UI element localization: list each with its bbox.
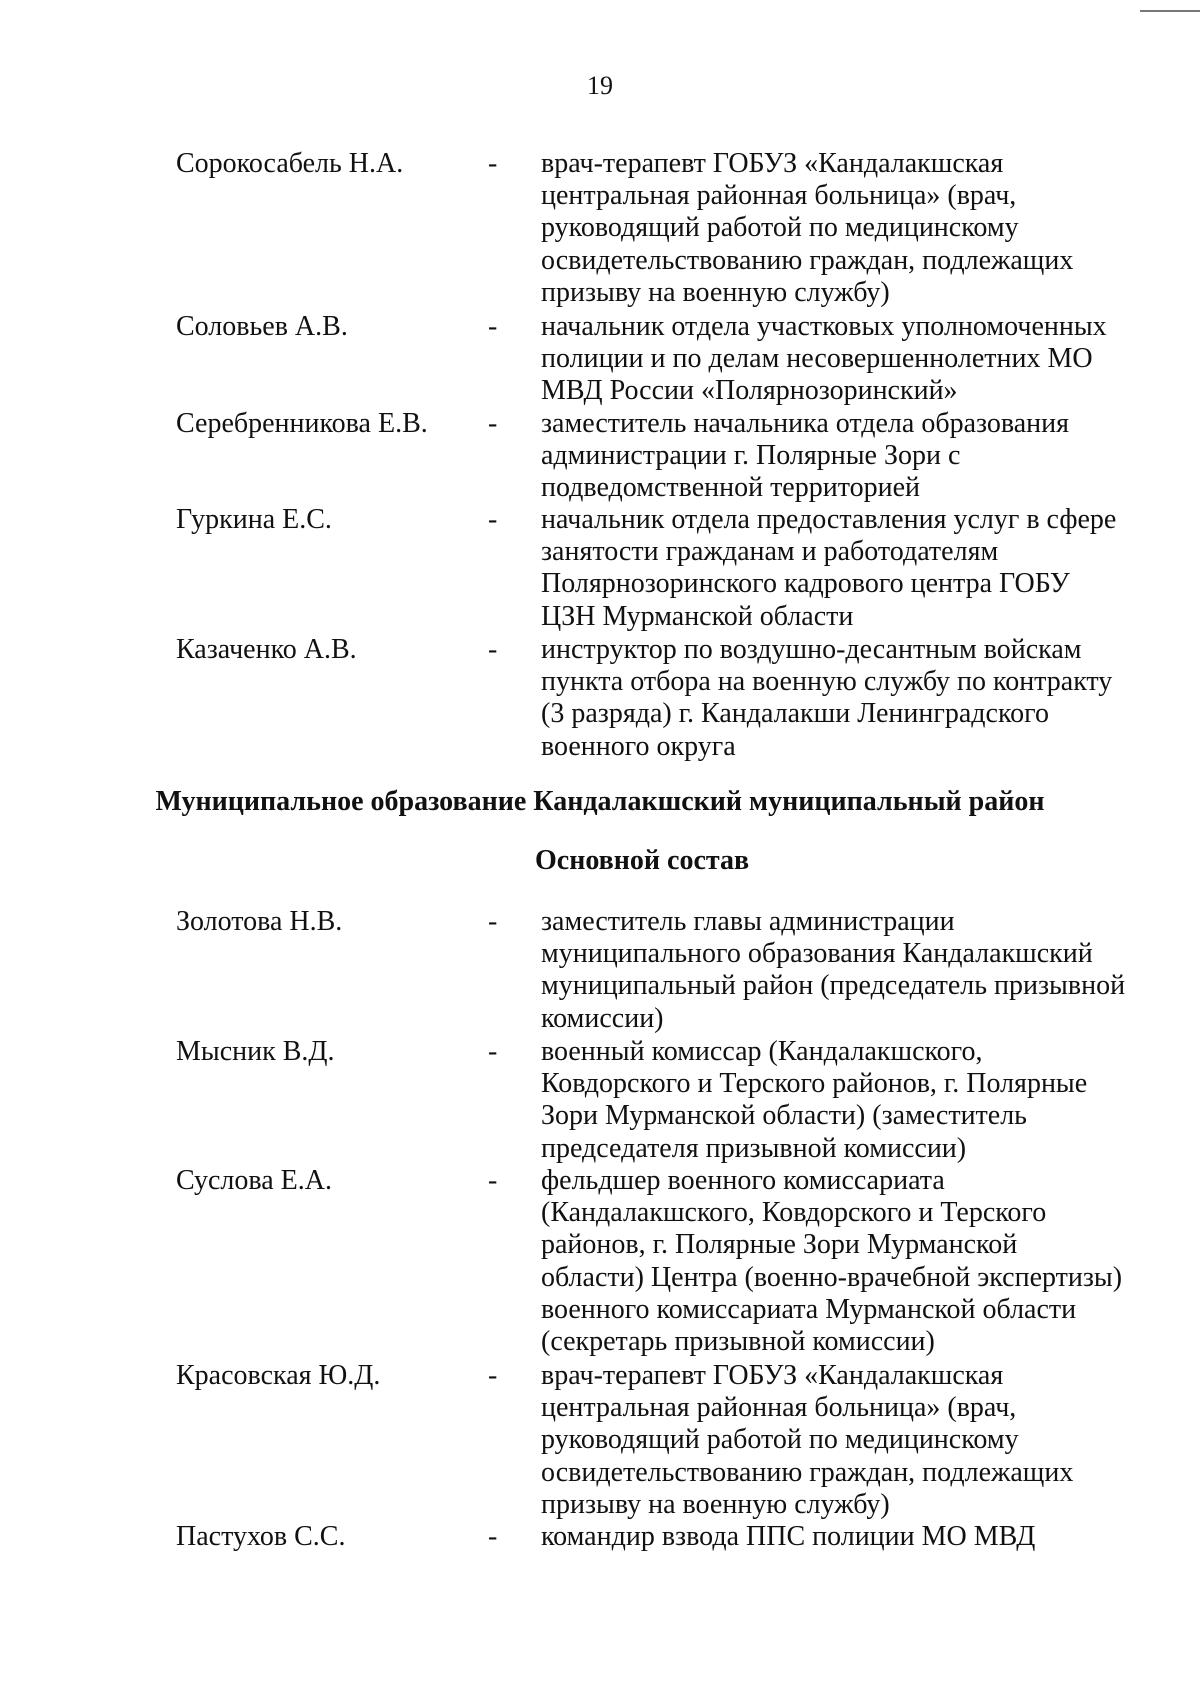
member-name: Гуркина Е.С. bbox=[176, 504, 332, 535]
dash-separator: - bbox=[488, 148, 498, 179]
member-name: Серебренникова Е.В. bbox=[176, 408, 428, 439]
section-title: Муниципальное образование Кандалакшский муниципальный район bbox=[155, 786, 1045, 817]
subsection-title: Основной состав bbox=[535, 845, 750, 876]
page-number: 19 bbox=[587, 71, 613, 100]
dash-separator: - bbox=[488, 634, 498, 665]
member-name: Золотова Н.В. bbox=[176, 906, 343, 937]
dash-separator: - bbox=[488, 1165, 498, 1196]
dash-separator: - bbox=[488, 1521, 498, 1552]
member-position: врач-терапевт ГОБУЗ «Кандалакшская центральная районная больница» (врач, руководящий работой по медицинскому освидетельствованию граждан, подлежащих призыву на военную службу) bbox=[541, 1360, 1074, 1520]
member-name: Сорокосабель Н.А. bbox=[176, 148, 404, 179]
member-position: начальник отдела участковых уполномоченных полиции и по делам несовершеннолетних МО МВД России «Полярнозоринский» bbox=[541, 311, 1107, 407]
member-name: Казаченко А.В. bbox=[176, 634, 357, 665]
member-position: фельдшер военного комиссариата (Кандалакшского, Ковдорского и Терского районов, г. Полярные Зори Мурманской области) Центра (военно-врачебной экспертизы) военного комиссариата Мурманской области (секретарь призывной комиссии) bbox=[541, 1165, 1123, 1358]
dash-separator: - bbox=[488, 1360, 498, 1391]
dash-separator: - bbox=[488, 408, 498, 439]
member-position: военный комиссар (Кандалакшского, Ковдорского и Терского районов, г. Полярные Зори Мурманской области) (заместитель председателя призывной комиссии) bbox=[541, 1036, 1088, 1164]
member-name: Красовская Ю.Д. bbox=[176, 1360, 381, 1391]
member-position: командир взвода ППС полиции МО МВД bbox=[541, 1521, 1036, 1552]
scan-corner-mark bbox=[1140, 0, 1200, 12]
member-position: врач-терапевт ГОБУЗ «Кандалакшская центральная районная больница» (врач, руководящий работой по медицинскому освидетельствованию граждан, подлежащих призыву на военную службу) bbox=[541, 148, 1074, 308]
member-name: Суслова Е.А. bbox=[176, 1165, 332, 1196]
dash-separator: - bbox=[488, 311, 498, 342]
member-name: Соловьев А.В. bbox=[176, 311, 348, 342]
member-position: заместитель начальника отдела образования администрации г. Полярные Зори с подведомственной территорией bbox=[541, 408, 1070, 504]
member-position: начальник отдела предоставления услуг в сфере занятости гражданам и работодателям Полярнозоринского кадрового центра ГОБУ ЦЗН Мурманской области bbox=[541, 504, 1117, 632]
member-name: Мысник В.Д. bbox=[176, 1036, 335, 1067]
dash-separator: - bbox=[488, 504, 498, 535]
member-position: инструктор по воздушно-десантным войскам пункта отбора на военную службу по контракту (3 разряда) г. Кандалакши Ленинградского военного округа bbox=[541, 634, 1113, 762]
member-position: заместитель главы администрации муниципального образования Кандалакшский муниципальный район (председатель призывной комиссии) bbox=[541, 906, 1126, 1034]
member-name: Пастухов С.С. bbox=[176, 1521, 346, 1552]
dash-separator: - bbox=[488, 906, 498, 937]
dash-separator: - bbox=[488, 1036, 498, 1067]
